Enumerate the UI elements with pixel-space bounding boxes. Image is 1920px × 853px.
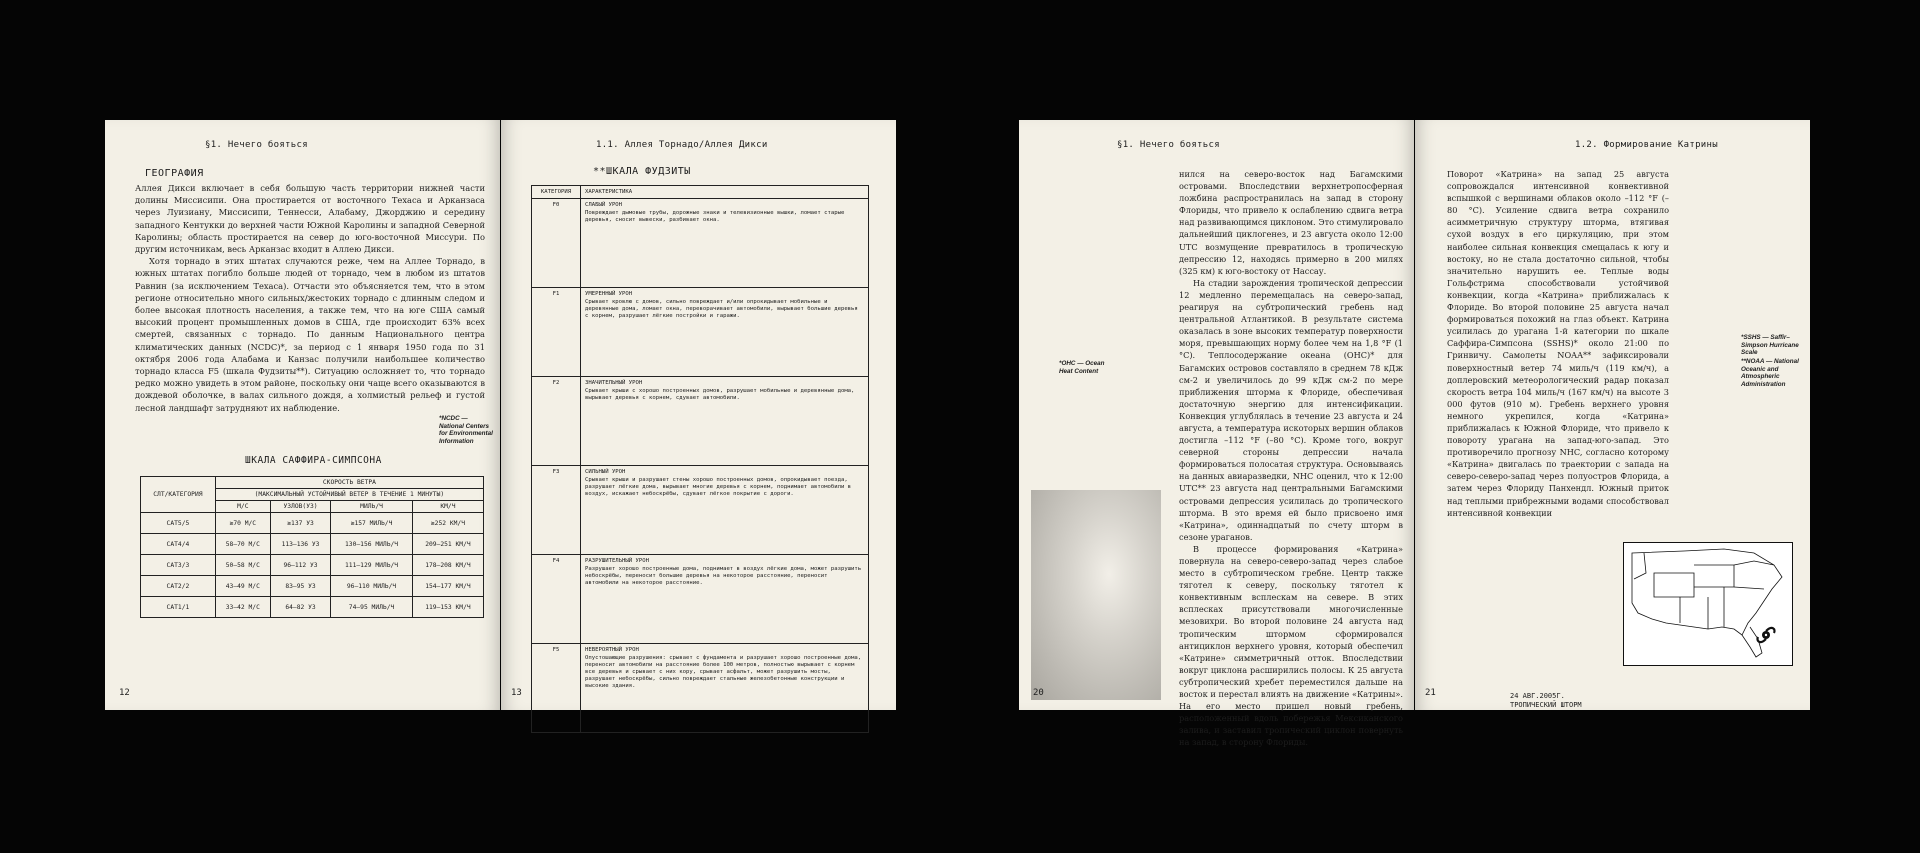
page-12	[105, 120, 500, 710]
table-row	[532, 555, 869, 644]
page-number: 13	[511, 688, 522, 698]
col-category: КАТЕГОРИЯ	[532, 186, 581, 199]
booklet-spread-2	[1019, 120, 1810, 748]
cell: 83–95 УЗ	[270, 576, 330, 597]
cell: CAT2/2	[141, 576, 216, 597]
cell: 33–42 М/С	[215, 597, 270, 618]
cell: ≥70 М/С	[215, 513, 270, 534]
cell: CAT3/3	[141, 555, 216, 576]
cell: CAT5/5	[141, 513, 216, 534]
page-13	[501, 120, 896, 710]
page-number: 21	[1425, 688, 1436, 698]
damage-description: Срывает крыши с хорошо построенных домов, разрушает мобильные и деревянные дома, вырывает деревья с корнем, сдувает автомобили.	[585, 388, 855, 401]
cell	[581, 466, 869, 555]
booklet-spread-1	[105, 120, 896, 710]
damage-description: Опустошающие разрушения: срывает с фундамента и разрушает хорошо построенные дома, переносит автомобили на расстояние более 100 метров, полностью вырывает с корнем все деревья и срывает с них кору, срывает асфальт, может разрушить мосты, разрушает небоскрёбы, сильно повреждает стальные железобетонные конструкции и высокие здания.	[585, 655, 862, 689]
cell	[581, 644, 869, 733]
cell: 113–136 УЗ	[270, 534, 330, 555]
page-number: 20	[1033, 688, 1044, 698]
cell: 74–95 МИЛЬ/Ч	[331, 597, 413, 618]
cell: ≥157 МИЛЬ/Ч	[331, 513, 413, 534]
table-row	[141, 513, 484, 534]
cell: F3	[532, 466, 581, 555]
damage-description: Повреждает дымовые трубы, дорожные знаки и телевизионные вышки, ломает старые деревья, сносит вывески, разбивает окна.	[585, 210, 845, 223]
page-header: 1.1. Аллея Торнадо/Аллея Дикси	[596, 140, 768, 150]
cell: 43–49 М/С	[215, 576, 270, 597]
paragraph: Хотя торнадо в этих штатах случаются реже, чем на Аллее Торнадо, в южных штатах погибло больше людей от торнадо, чем в любом из штатов Равнин (за исключением Техаса). Отчасти это объясняется тем, что в этом регионе относительно много сильных/жестоких торнадо с длинным следом и более высокая плотность населения, а также тем, что на юге США самый высокий процент промышленных домов в США, где происходит 63% всех смертей, связанных с торнадо. По данным Национального центра климатических данных (NCDC)*, за период с 1 января 1950 года по 31 октября 2006 года Алабама и Канзас получили наибольшее количество торнадо класса F5 (шкала Фудзиты**). Ситуацию осложняет то, что торнадо редко можно увидеть в этом районе, поскольку они чаще всего оказываются в дождевой оболочке, в валах сильного дождя, а холмистый рельеф и густой лесной ландшафт затрудняют их наблюдение.	[135, 256, 485, 413]
unit-ms: М/С	[215, 501, 270, 513]
cell: 96–112 УЗ	[270, 555, 330, 576]
col-description: ХАРАКТЕРИСТИКА	[581, 186, 869, 199]
cell: 154–177 КМ/Ч	[412, 576, 483, 597]
page-21	[1415, 120, 1810, 710]
cell: F1	[532, 288, 581, 377]
cell: 64–82 УЗ	[270, 597, 330, 618]
unit-kt: УЗЛОВ(УЗ)	[270, 501, 330, 513]
unit-mph: МИЛЬ/Ч	[331, 501, 413, 513]
satellite-photo	[1031, 490, 1161, 700]
fujita-title: **ШКАЛА ФУДЗИТЫ	[593, 166, 691, 177]
cell: CAT4/4	[141, 534, 216, 555]
col-speed: СКОРОСТЬ ВЕТРА	[215, 477, 483, 489]
article-text	[1447, 168, 1669, 519]
us-southeast-map-icon	[1624, 543, 1792, 665]
footnote-ncdc: *NCDC — National Centers for Environmental Information	[439, 415, 493, 445]
hurricane-symbol	[1757, 628, 1774, 642]
col-speed-sub: (МАКСИМАЛЬНЫЙ УСТОЙЧИВЫЙ ВЕТЕР В ТЕЧЕНИЕ 1 МИНУТЫ)	[215, 489, 483, 501]
footnote-sshs: *SSHS — Saffir–Simpson Hurricane Scale	[1741, 334, 1799, 357]
saffir-title: ШКАЛА САФФИРА-СИМПСОНА	[245, 455, 382, 466]
cell: 111–129 МИЛЬ/Ч	[331, 555, 413, 576]
damage-level: ЗНАЧИТЕЛЬНЫЙ УРОН	[585, 380, 643, 386]
cell: F0	[532, 199, 581, 288]
article-text	[1179, 168, 1403, 749]
footnote-ohc: *OHC — Ocean Heat Content	[1059, 360, 1105, 375]
cell: 119–153 КМ/Ч	[412, 597, 483, 618]
map-caption-date: 24 АВГ.2005Г.	[1510, 692, 1565, 700]
footnote-noaa: **NOAA — National Oceanic and Atmospheric Administration	[1741, 358, 1799, 388]
damage-description: Разрушает хорошо построенные дома, поднимает в воздух лёгкие дома, может разрушить небоскрёбы, переносит большие деревья на некоторое расстояние, переносит автомобили на некоторое расстояние.	[585, 566, 862, 586]
cell	[581, 377, 869, 466]
page-number: 12	[119, 688, 130, 698]
col-category: СЛТ/КАТЕГОРИЯ	[141, 477, 216, 513]
cell	[581, 288, 869, 377]
page-header: 1.2. Формирование Катрины	[1575, 140, 1718, 150]
map-caption-status: ТРОПИЧЕСКИЙ ШТОРМ	[1510, 700, 1582, 709]
table-row	[141, 597, 484, 618]
storm-track-map	[1623, 542, 1793, 666]
geography-text	[135, 182, 485, 414]
cell: ≥252 КМ/Ч	[412, 513, 483, 534]
table-row	[141, 576, 484, 597]
saffir-simpson-table	[140, 476, 484, 618]
cell: 178–208 КМ/Ч	[412, 555, 483, 576]
table-row	[532, 288, 869, 377]
damage-description: Срывает крыши и разрушает стены хорошо построенных домов, опрокидывает поезда, разрушает лёгкие дома, вырывает многие деревья с корнем, поднимает автомобили в воздух, искажает небоскрёбы, сдувает лёгкое покрытие с дороги.	[585, 477, 852, 497]
paragraph: Аллея Дикси включает в себя большую часть территории нижней части долины Миссисипи. Она простирается от восточного Техаса и Арканзаса через Луизиану, Миссисипи, Теннесси, Алабаму, Джорджию и середину западного Кентукки до верхней части Южной Каролины и западной Северной Каролины; область простирается на север до юго-восточной Миссури. По другим источникам, весь Арканзас входит в Аллею Дикси.	[135, 183, 485, 255]
cell: CAT1/1	[141, 597, 216, 618]
cell: 96–110 МИЛЬ/Ч	[331, 576, 413, 597]
cell	[581, 555, 869, 644]
unit-kmh: КМ/Ч	[412, 501, 483, 513]
cell: F4	[532, 555, 581, 644]
paragraph: нился на северо-восток над Багамскими островами. Впоследствии верхнетропосферная ложбина распространилась на запад в сторону Флориды, что привело к ослаблению сдвига ветра над развивающимся циклоном. Это стимулировало дальнейший циклогенез, и 23 августа около 12:00 UTC возмущение превратилось в тропическую депрессию 12, находясь примерно в 200 милях (325 км) к юго-востоку от Нассау.	[1179, 169, 1403, 276]
damage-level: НЕВЕРОЯТНЫЙ УРОН	[585, 647, 639, 653]
paragraph: Поворот «Катрина» на запад 25 августа сопровождался интенсивной конвективной вспышкой с вершинами облаков около –112 °F (–80 °C). Усиление сдвига ветра сохранило асимметричную структуру шторма, втягивая сухой воздух в его циркуляцию, при этом наиболее сильная конвекция смещалась к югу и востоку, но не стала достаточно сильной, чтобы значительно нарушить ее. Теплые воды Гольфстрима способствовали устойчивой конвекции, когда «Катрина» приближалась к Флориде. Во второй половине 25 августа начал формироваться похожий на глаз объект. Катрина усилилась до урагана 1-й категории по шкале Саффира-Симпсона (SSHS)* около 21:00 по Гринвичу. Самолеты NOAA** зафиксировали поверхностный ветер 74 миль/ч (119 км/ч), а доплеровский метеорологический радар показал скорость ветра 104 миль/ч (167 км/ч) на высоте 3 000 футов (910 м). Гребень верхнего уровня немного укрепился, когда «Катрина» приближалась к Южной Флориде, что привело к повороту урагана на запад-юго-запад. Это противоречило прогнозу NHC, согласно которому «Катрина» двигалась по траектории с запада на северо-северо-запад через полуостров Флорида, а затем через Флориду Панхендл. Южный приток над теплыми прибрежными водами способствовал интенсивной конвекции	[1447, 169, 1669, 518]
page-header: §1. Нечего бояться	[1117, 140, 1220, 150]
damage-level: РАЗРУШИТЕЛЬНЫЙ УРОН	[585, 558, 649, 564]
cell: 130–156 МИЛЬ/Ч	[331, 534, 413, 555]
damage-level: СЛАБЫЙ УРОН	[585, 202, 623, 208]
damage-level: СИЛЬНЫЙ УРОН	[585, 469, 626, 475]
cell: F5	[532, 644, 581, 733]
page-header: §1. Нечего бояться	[205, 140, 308, 150]
cell: 50–58 М/С	[215, 555, 270, 576]
cell: F2	[532, 377, 581, 466]
table-row	[532, 377, 869, 466]
cell: 209–251 КМ/Ч	[412, 534, 483, 555]
damage-level: УМЕРЕННЫЙ УРОН	[585, 291, 633, 297]
table-row	[532, 466, 869, 555]
cell: ≥137 УЗ	[270, 513, 330, 534]
damage-description: Срывает кровлю с домов, сильно повреждает и/или опрокидывает мобильные и деревянные дома, ломает окна, переворачивает автомобили, вырывает большие деревья с корнем, разрушает лёгкие постройки и гаражи.	[585, 299, 858, 319]
map-caption	[1510, 692, 1582, 709]
page-20	[1019, 120, 1414, 748]
cell: 58–70 М/С	[215, 534, 270, 555]
geography-title: ГЕОГРАФИЯ	[145, 168, 204, 179]
fujita-scale-table	[531, 185, 869, 733]
paragraph: В процессе формирования «Катрина» повернула на северо-северо-запад через слабое место в субтропическом гребне. Центр также тяготел к северу, поскольку тяготел к конвективным всплескам на севере. В этих всплесках присутствовали многочисленные мезовихри. Во второй половине 24 августа над тропическим штормом сформировался антициклон верхнего уровня, который обеспечил «Катрине» симметричный отток. Впоследствии вокруг циклона расширились полосы. К 25 августа субтропический хребет переместился дальше на восток и перестал влиять на движение «Катрины». На его место пришел новый гребень, расположенный вдоль побережья Мексиканского залива, и заставил тропический циклон повернуть на запад, в сторону Флориды.	[1179, 543, 1403, 748]
table-row	[141, 555, 484, 576]
paragraph: На стадии зарождения тропической депрессии 12 медленно перемещалась на северо-запад, реагируя на субтропический гребень над центральной Атлантикой. В результате система оказалась в зоне высоких температур поверхности моря, превышающих норму более чем на 1,8 °F (1 °C). Теплосодержание океана (OHC)* для Багамских островов составляло в среднем 78 кДж см-2 и увеличилось до 99 кДж см-2 по мере приближения шторма к Флориде, обеспечивая достаточную энергию для интенсификации. Конвекция углублялась в течение 23 августа и 24 августа, а температура искоторых вершин облаков достигла –112 °F (–80 °C). Кроме того, вокруг северной стороны депрессии начала формироваться полосатая структура. Основываясь на данных авиаразведки, NHC оценил, что к 12:00 UTC** 23 августа над центральными Багамскими островами депрессия усилилась до тропического шторма. В это время ей было присвоено имя «Катрина», одиннадцатый по счету шторм в сезоне ураганов.	[1179, 277, 1403, 542]
table-row	[141, 534, 484, 555]
table-row	[532, 199, 869, 288]
table-row	[532, 644, 869, 733]
cell	[581, 199, 869, 288]
